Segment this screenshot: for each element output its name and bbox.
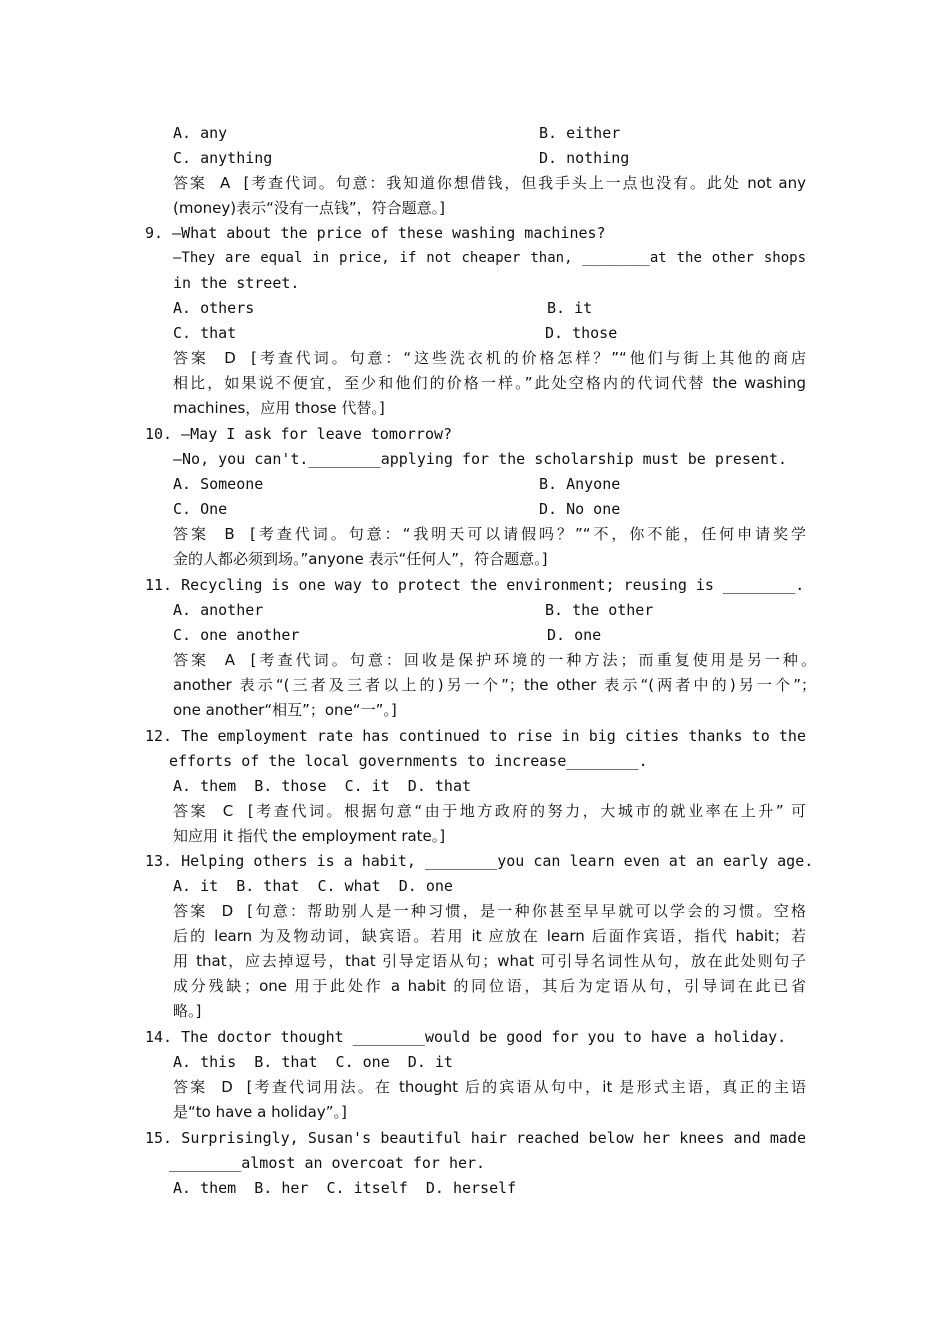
q9-stem-line-1: 9. —What about the price of these washing machines? (145, 224, 606, 242)
q11-option-a: A. another (173, 601, 264, 619)
q15-options: A. them B. her C. itself D. herself (173, 1179, 517, 1197)
q11-option-b: B. the other (545, 601, 654, 619)
q13-answer-line-4: 成分残缺；one 用于此处作 a habit 的同位语，其后为定语从句，引导词在此已省 (173, 977, 806, 995)
q8-answer-line-1: 答案 A [考查代词。句意：我知道你想借钱，但我手头上一点也没有。此处 not any (173, 174, 806, 192)
q11-stem-line-1: 11. Recycling is one way to protect the environment; reusing is ________. (145, 576, 805, 594)
q15-stem-line-2: ________almost an overcoat for her. (169, 1154, 486, 1172)
q9-answer-line-3: machines，应用 those 代替。] (173, 399, 385, 417)
q11-answer-line-1: 答案 A [考查代词。句意：回收是保护环境的一种方法；而重复使用是另一种。 (173, 651, 816, 669)
q11-option-c: C. one another (173, 626, 300, 644)
q11-answer-line-2: another 表示“(三者及三者以上的)另一个”；the other 表示“(两者中的)另一个”； (173, 676, 816, 694)
q9-option-d: D. those (545, 324, 618, 342)
q13-answer-line-5: 略。] (173, 1002, 202, 1020)
q8-option-d: D. nothing (539, 149, 630, 167)
q14-options: A. this B. that C. one D. it (173, 1053, 453, 1071)
q13-answer-line-3: 用 that，应去掉逗号，that 引导定语从句；what 可引导名词性从句，放在此处则句子 (173, 952, 806, 970)
q14-answer-line-2: 是“to have a holiday”。] (173, 1103, 347, 1121)
q9-answer-line-1: 答案 D [考查代词。句意：“这些洗衣机的价格怎样？”“他们与街上其他的商店 (173, 349, 806, 367)
q15-stem-line-1: 15. Surprisingly, Susan's beautiful hair reached below her knees and made (145, 1129, 806, 1147)
q14-answer-line-1: 答案 D [考查代词用法。在 thought 后的宾语从句中，it 是形式主语，真正的主语 (173, 1078, 806, 1096)
q10-answer-line-2: 金的人都必须到场。”anyone 表示“任何人”，符合题意。] (173, 550, 548, 568)
q12-answer-line-2: 知应用 it 指代 the employment rate。] (173, 827, 446, 845)
q9-answer-line-2: 相比，如果说不便宜，至少和他们的价格一样。”此处空格内的代词代替 the washing (173, 374, 806, 392)
q10-option-a: A. Someone (173, 475, 264, 493)
q9-option-c: C. that (173, 324, 237, 342)
q9-stem-line-2: —They are equal in price, if not cheaper than, ________at the other shops (173, 250, 806, 266)
q9-option-a: A. others (173, 299, 255, 317)
q10-stem-line-2: —No, you can't.________applying for the scholarship must be present. (173, 450, 788, 468)
q8-option-a: A. any (173, 124, 228, 142)
q12-stem-line-1: 12. The employment rate has continued to rise in big cities thanks to the (145, 727, 806, 745)
q9-stem-line-3: in the street. (173, 274, 300, 292)
q12-stem-line-2: efforts of the local governments to increase________. (169, 752, 648, 770)
q11-answer-line-3: one another“相互”；one“一”。] (173, 701, 397, 719)
q10-option-b: B. Anyone (539, 475, 621, 493)
q13-answer-line-1: 答案 D [句意：帮助别人是一种习惯，是一种你甚至早早就可以学会的习惯。空格 (173, 902, 806, 920)
q10-option-c: C. One (173, 500, 228, 518)
q14-stem-line-1: 14. The doctor thought ________would be good for you to have a holiday. (145, 1028, 787, 1046)
q12-options: A. them B. those C. it D. that (173, 777, 472, 795)
q10-stem-line-1: 10. —May I ask for leave tomorrow? (145, 425, 453, 443)
q8-option-b: B. either (539, 124, 621, 142)
q13-stem-line-1: 13. Helping others is a habit, ________you can learn even at an early age. (145, 852, 814, 870)
q10-answer-line-1: 答案 B [考查代词。句意：“我明天可以请假吗？”“不，你不能，任何申请奖学 (173, 525, 806, 543)
q8-option-c: C. anything (173, 149, 273, 167)
q12-answer-line-1: 答案 C [考查代词。根据句意“由于地方政府的努力，大城市的就业率在上升” 可 (173, 802, 806, 820)
q10-option-d: D. No one (539, 500, 621, 518)
q11-option-d: D. one (547, 626, 602, 644)
q9-option-b: B. it (547, 299, 593, 317)
q13-answer-line-2: 后的 learn 为及物动词，缺宾语。若用 it 应放在 learn 后面作宾语，指代 habit；若 (173, 927, 806, 945)
q8-answer-line-2: (money)表示“没有一点钱”，符合题意。] (173, 199, 446, 217)
q13-options: A. it B. that C. what D. one (173, 877, 453, 895)
